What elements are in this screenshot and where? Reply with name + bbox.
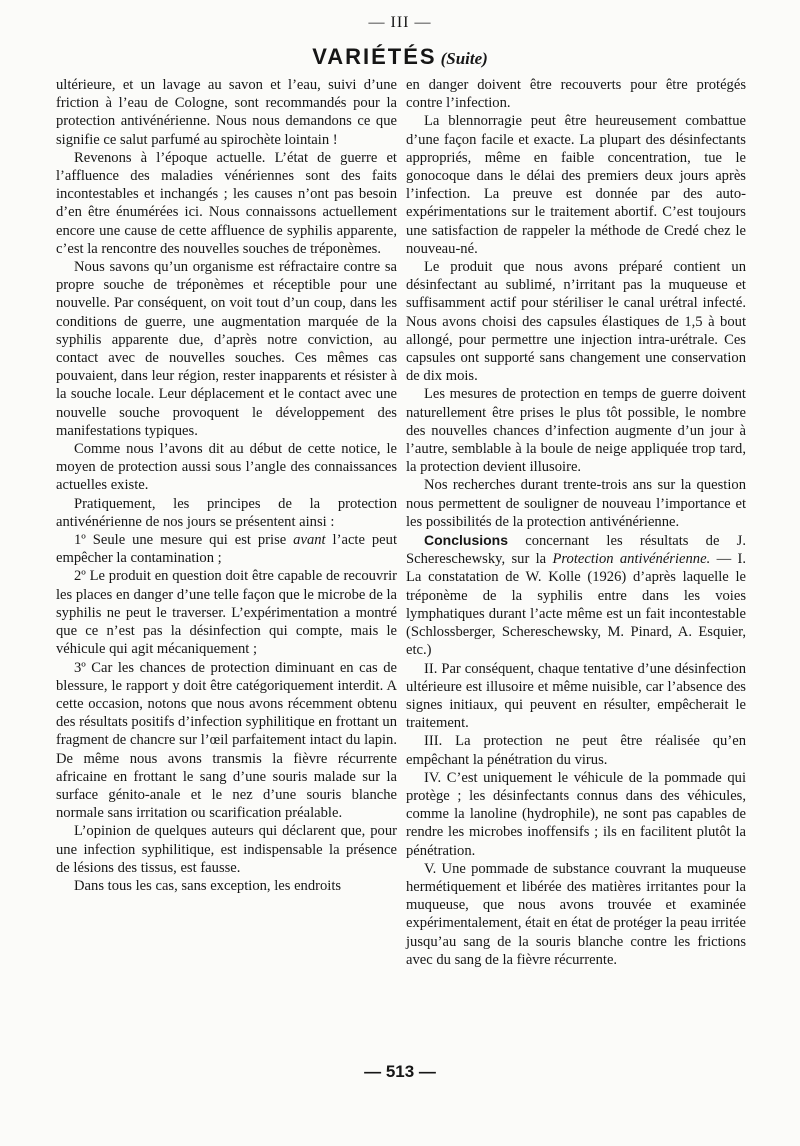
conclusions-title-italic: Protection antivénérienne. (552, 551, 711, 568)
roman-page-number: — III — (368, 14, 432, 31)
paragraph: Revenons à l’époque actuelle. L’état de guerre et l’affluence des maladies vénériennes sont des faits incontestables et inchangés ; les causes n’ont pas besoin d’en être énumérées ici. Nous connaissons actuellement encore une cause de cette affluence de syphilis apparente, c’est la rencontre des nouvelles souches de tréponèmes. (56, 149, 397, 257)
paragraph: Le produit que nous avons préparé contient un désinfectant au sublimé, n’irritant pas la muqueuse et suffisamment actif pour stériliser le canal urétral infecté. Nous avons choisi des capsules élastiques de 1,5 à bout allongé, pour permettre une injection intra-urétrale. Ces capsules ont supporté sans changement une conservation de dix mois. (406, 259, 746, 385)
principle-2: 2º Le produit en question doit être capable de recouvrir les places en danger d’une telle façon que le microbe de la syphilis ne peut le traverser. L’expérimentation a montré que ce n’est pas la désinfection qui compte, mais le véhicule qui agit mécaniquement ; (56, 568, 397, 658)
paragraph: La blennorragie peut être heureusement combattue d’une façon facile et exacte. La plupart des désinfectants appropriés, même en faible concentration, tue le gonocoque dans le délai des premiers deux jours après l’infection. La preuve est donnée par des auto-expérimentations sur le traitement abortif. C’est toujours une satisfaction de rappeler la méthode de Credé chez le nouveau-né. (406, 113, 746, 257)
paragraph: L’opinion de quelques auteurs qui déclarent que, pour une infection syphilitique, est indispensable la présence de lésions des tissus, est fausse. (56, 823, 397, 876)
paragraph: Nous savons qu’un organisme est réfractaire contre sa propre souche de tréponèmes et réceptible pour une nouvelle. Par conséquent, on voit tout d’un coup, dans les conditions de guerre, une augmentation marquée de la syphilis apparente due, d’après notre conviction, au contact avec de nouvelles souches. Ces mêmes cas pouvaient, dans leur région, rester inapparents et résister à la souche locale. Leur déplacement et le contact avec une nouvelle souche provoquent le développement des manifestations typiques. (56, 259, 397, 439)
conclusion-3: III. La protection ne peut être réalisée qu’en empêchant la pénétration du virus. (406, 733, 746, 768)
conclusions-heading: Conclusions (424, 532, 509, 549)
principle-1 (56, 531, 397, 567)
title-main: VARIÉTÉS (312, 44, 437, 69)
principle-1-tail: l’acte peut empêcher la contamination ; (56, 532, 397, 567)
paragraph: Comme nous l’avons dit au début de cette notice, le moyen de protection aussi sous l’angle des connaissances actuelles existe. (56, 441, 397, 494)
paragraph: Les mesures de protection en temps de guerre doivent naturellement être prises le plus tôt possible, le nombre des nouvelles chances d’infection augmente d’un jour à l’autre, semblable à la boule de neige appliquée trop tard, la protection devient illusoire. (406, 386, 746, 476)
right-column (406, 76, 746, 969)
paragraph: Nos recherches durant trente-trois ans sur la question nous permettent de souligner de nouveau l’importance et les possibilités de la protection antivénérienne. (406, 477, 746, 530)
conclusion-2: II. Par conséquent, chaque tentative d’une désinfection ultérieure est illusoire et même nuisible, car l’absence des signes initiaux, qui peuvent en résulter, empêcherait le traitement. (406, 660, 746, 732)
page-number: — 513 — (364, 1062, 436, 1081)
left-column (56, 76, 397, 895)
conclusions-text: concernant les résultats de J. Schereschewsky, sur la (406, 533, 746, 568)
conclusion-1: — I. La constatation de W. Kolle (1926) d’après laquelle le tréponème de la syphilis entre dans les voies lymphatiques durant l’acte même est un fait incontestable (Schlossberger, Schereschewsky, M. Pinard, A. Esquier, etc.) (406, 551, 746, 659)
conclusion-4: IV. C’est uniquement le véhicule de la pommade qui protège ; les désinfectants connus dans des véhicules, comme la lanoline (hydrophile), ne sont pas capables de rendre les microbes inoffensifs ; ils en facilitent plutôt la pénétration. (406, 769, 746, 859)
paragraph: en danger doivent être recouverts pour être protégés contre l’infection. (406, 77, 746, 112)
principle-1-text: 1º Seule une mesure qui est prise (74, 532, 287, 549)
conclusions-intro (406, 531, 746, 659)
paragraph: Dans tous les cas, sans exception, les endroits (74, 877, 342, 894)
section-title (0, 44, 800, 73)
paragraph: ultérieure, et un lavage au savon et l’eau, suivi d’une friction à l’eau de Cologne, sont recommandés pour la protection antivénérienne. Nous nous demandons ce que signifie ce salut parfumé au spirochète lointain ! (56, 77, 397, 148)
principle-1-emphasis: avant (293, 532, 326, 549)
paragraph: Pratiquement, les principes de la protection antivénérienne de nos jours se présentent ainsi : (56, 495, 397, 530)
principle-3: 3º Car les chances de protection diminuant en cas de blessure, le rapport y doit être catégoriquement interdit. A cette occasion, notons que nous avons récemment obtenu des résultats positifs d’infection syphilitique en frottant un fragment de chancre sur l’œil parfaitement intact du lapin. De même nous avons transmis la fièvre récurrente africaine en frottant le sang d’une souris malade sur la surface génito-anale et le nez d’une souris blanche normale sans irritation ou scarification préalable. (56, 659, 397, 822)
conclusion-5: V. Une pommade de substance couvrant la muqueuse hermétiquement et libérée des matières irritantes pour la muqueuse, que nous avons trouvée et examinée expérimentalement, était en état de protéger la peau irritée jusqu’au sang de la souris blanche contre les frictions avec du sang de la fièvre récurrente. (406, 860, 746, 968)
title-suffix: (Suite) (440, 49, 488, 68)
